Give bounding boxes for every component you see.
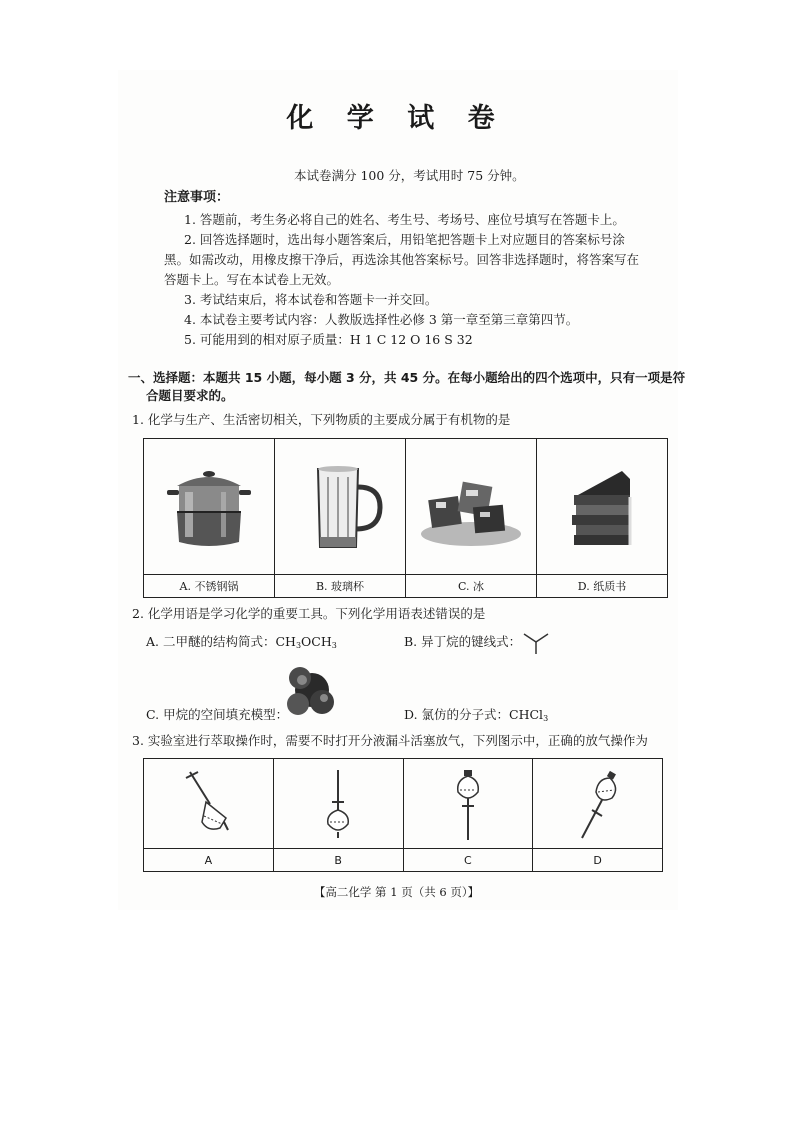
- q2-option-b-text: B. 异丁烷的键线式：: [404, 634, 522, 649]
- q3-image-a: [144, 759, 274, 849]
- q3-image-c: [403, 759, 533, 849]
- q1-image-c: [406, 439, 537, 575]
- q2-option-a-sub2: 3: [331, 641, 337, 650]
- q2-option-d-text: D. 氯仿的分子式：CHCl: [404, 707, 544, 722]
- notice-item: 1. 答题前，考生务必将自己的姓名、考生号、考场号、座位号填写在答题卡上。: [184, 212, 625, 227]
- q3-option-c: C: [403, 849, 533, 872]
- q2-option-a-text: A. 二甲醚的结构简式：CH: [146, 634, 296, 649]
- q1-option-b: B. 玻璃杯: [275, 575, 406, 598]
- q3-option-d: D: [533, 849, 663, 872]
- stacked-books-icon: [552, 457, 652, 557]
- q2-option-a: [146, 634, 337, 654]
- page-footer: 【高二化学 第 1 页（共 6 页）】: [313, 885, 480, 899]
- q1-image-d: [537, 439, 668, 575]
- ice-cubes-icon: [416, 462, 526, 552]
- q2-option-a-sub1: 3: [295, 641, 302, 650]
- q2-option-c: [146, 707, 288, 723]
- q2-option-c-text: C. 甲烷的空间填充模型：: [146, 707, 289, 722]
- isobutane-skeletal-icon: [520, 630, 552, 656]
- notice-item: 3. 考试结束后，将本试卷和答题卡一并交回。: [184, 292, 438, 307]
- notice-item: 答题卡上。写在本试卷上无效。: [164, 272, 340, 287]
- q2-option-a-mid: OCH: [301, 634, 332, 649]
- q1-option-a: A. 不锈钢锅: [144, 575, 275, 598]
- q1-stem: 1. 化学与生产、生活密切相关，下列物质的主要成分属于有机物的是: [132, 412, 511, 427]
- q2-option-d: [404, 707, 548, 727]
- separatory-funnel-b-icon: [298, 764, 378, 844]
- section-heading: 一、选择题：本题共 15 小题，每小题 3 分，共 45 分。在每小题给出的四个选项中，只有一项是符: [128, 370, 686, 385]
- q1-image-b: [275, 439, 406, 575]
- steamer-pot-icon: [159, 462, 259, 552]
- q3-image-b: [273, 759, 403, 849]
- exam-intro: 本试卷满分 100 分，考试用时 75 分钟。: [294, 168, 525, 183]
- q1-image-a: [144, 439, 275, 575]
- q2-option-b: [404, 634, 521, 650]
- notice-heading: 注意事项：: [164, 190, 230, 205]
- beer-glass-icon: [290, 457, 390, 557]
- q1-options-table: [143, 438, 668, 598]
- q3-image-d: [533, 759, 663, 849]
- notice-item: 黑。如需改动，用橡皮擦干净后，再选涂其他答案标号。回答非选择题时，将答案写在: [164, 252, 640, 267]
- exam-title: 化 学 试 卷: [286, 103, 507, 134]
- q1-option-d: D. 纸质书: [537, 575, 668, 598]
- q3-options-table: [143, 758, 663, 872]
- notice-item: 5. 可能用到的相对原子质量：H 1 C 12 O 16 S 32: [184, 332, 473, 347]
- section-heading-cont: 合题目要求的。: [146, 388, 234, 403]
- q3-option-a: A: [144, 849, 274, 872]
- separatory-funnel-c-icon: [428, 764, 508, 844]
- q2-option-d-sub: 3: [543, 714, 549, 723]
- q1-option-c: C. 冰: [406, 575, 537, 598]
- q3-option-b: B: [273, 849, 403, 872]
- notice-item: 2. 回答选择题时，选出每小题答案后，用铅笔把答题卡上对应题目的答案标号涂: [184, 232, 625, 247]
- methane-space-filling-model-icon: [284, 664, 336, 718]
- separatory-funnel-d-icon: [558, 764, 638, 844]
- q3-stem: 3. 实验室进行萃取操作时，需要不时打开分液漏斗活塞放气，下列图示中，正确的放气操作为: [132, 733, 648, 748]
- q2-stem: 2. 化学用语是学习化学的重要工具。下列化学用语表述错误的是: [132, 606, 486, 621]
- notice-item: 4. 本试卷主要考试内容：人教版选择性必修 3 第一章至第三章第四节。: [184, 312, 579, 327]
- separatory-funnel-a-icon: [168, 764, 248, 844]
